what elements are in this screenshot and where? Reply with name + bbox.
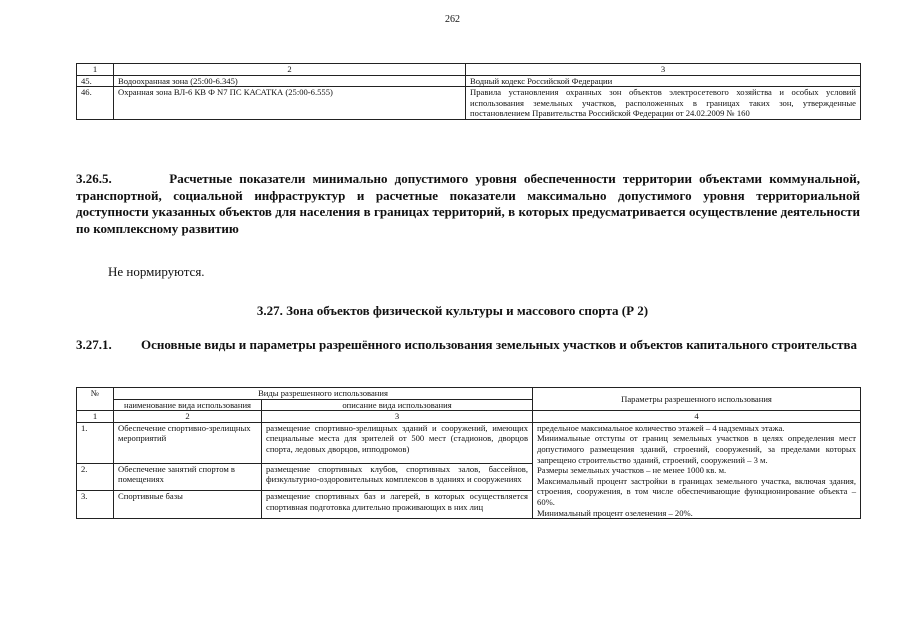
land-use-table bbox=[76, 387, 861, 519]
row-number: 1. bbox=[77, 422, 114, 463]
header-cell: 3 bbox=[466, 64, 861, 76]
header-use-desc: описание вида использования bbox=[262, 399, 533, 411]
index-cell: 2 bbox=[114, 411, 262, 423]
row-number: 3. bbox=[77, 491, 114, 519]
param-min-setbacks: Минимальные отступы от границ земельных участков в целях определения мест допустимого размещения зданий, строений, сооружений, за пределами которых запрещено строительство зданий, строений, сооружений – 3 м. bbox=[537, 433, 857, 465]
not-normalized-text: Не нормируются. bbox=[108, 264, 205, 279]
page-number: 262 bbox=[445, 14, 460, 25]
param-max-coverage: Максимальный процент застройки в границах земельного участка, включая здания, строения, сооружения, в том числе обеспечивающие функционирование объекта – 60%. bbox=[537, 475, 857, 507]
table-row bbox=[77, 87, 861, 120]
table-row bbox=[77, 75, 861, 87]
index-cell: 3 bbox=[262, 411, 533, 423]
regulatory-doc: Водный кодекс Российской Федерации bbox=[466, 75, 861, 87]
section-number: 3.26.5. bbox=[76, 171, 112, 186]
use-name: Обеспечение занятий спортом в помещениях bbox=[114, 463, 262, 491]
index-cell: 4 bbox=[533, 411, 861, 423]
use-description: размещение спортивных баз и лагерей, в которых осуществляется спортивная подготовка длительно проживающих в них лиц bbox=[262, 491, 533, 519]
use-name: Обеспечение спортивно-зрелищных мероприятий bbox=[114, 422, 262, 463]
param-max-floors: предельное максимальное количество этажей – 4 надземных этажа. bbox=[537, 422, 785, 433]
header-cell: 2 bbox=[114, 64, 466, 76]
zone-name: Водоохранная зона (25:00-6.345) bbox=[114, 75, 466, 87]
zone-name: Охранная зона ВЛ-6 КВ Ф N7 ПС КАСАТКА (25:00-6.555) bbox=[114, 87, 466, 120]
row-number: 46. bbox=[77, 87, 114, 120]
param-plot-size: Размеры земельных участков – не менее 1000 кв. м. bbox=[537, 465, 727, 476]
protection-zones-table bbox=[76, 63, 861, 120]
use-parameters bbox=[533, 422, 861, 518]
section-number: 3.27.1. bbox=[76, 337, 112, 352]
header-num: № bbox=[77, 388, 114, 411]
section-heading-3-27-1 bbox=[76, 337, 860, 354]
header-use-name: наименование вида использования bbox=[114, 399, 262, 411]
header-cell: 1 bbox=[77, 64, 114, 76]
table-header-row bbox=[77, 64, 861, 76]
table-header-row bbox=[77, 388, 861, 400]
section-title: Расчетные показатели минимально допустимого уровня обеспеченности территории объектами коммунальной, транспортной, социальной инфраструктур и расчетные показатели максимально допустимого уровня территориальной доступности указанных объектов для населения в границах территорий, в которых предусматривается осуществление деятельности по комплексному развитию bbox=[76, 171, 861, 236]
use-name: Спортивные базы bbox=[114, 491, 262, 519]
table-row bbox=[77, 422, 861, 463]
use-description: размещение спортивно-зрелищных зданий и сооружений, имеющих специальные места для зрителей от 500 мест (стадионов, дворцов спорта, ледовых дворцов, ипподромов) bbox=[262, 422, 533, 463]
use-description: размещение спортивных клубов, спортивных залов, бассейнов, физкультурно-оздоровительных комплексов в зданиях и сооружениях bbox=[262, 463, 533, 491]
header-params: Параметры разрешенного использования bbox=[533, 388, 861, 411]
section-heading-3-26-5 bbox=[76, 171, 860, 237]
regulatory-doc: Правила установления охранных зон объектов электросетевого хозяйства и особых условий использования земельных участков, расположенных в границах таких зон, утвержденные постановлением Правительства Российской Федерации от 24.02.2009 № 160 bbox=[466, 87, 861, 120]
index-cell: 1 bbox=[77, 411, 114, 423]
section-title: Основные виды и параметры разрешённого использования земельных участков и объектов капитального строительства bbox=[141, 337, 857, 352]
param-min-greenery: Минимальный процент озеленения – 20%. bbox=[537, 507, 693, 518]
zone-heading: 3.27. Зона объектов физической культуры и массового спорта (Р 2) bbox=[256, 303, 649, 318]
header-use-types: Виды разрешенного использования bbox=[114, 388, 533, 400]
row-number: 2. bbox=[77, 463, 114, 491]
row-number: 45. bbox=[77, 75, 114, 87]
table-index-row bbox=[77, 411, 861, 423]
